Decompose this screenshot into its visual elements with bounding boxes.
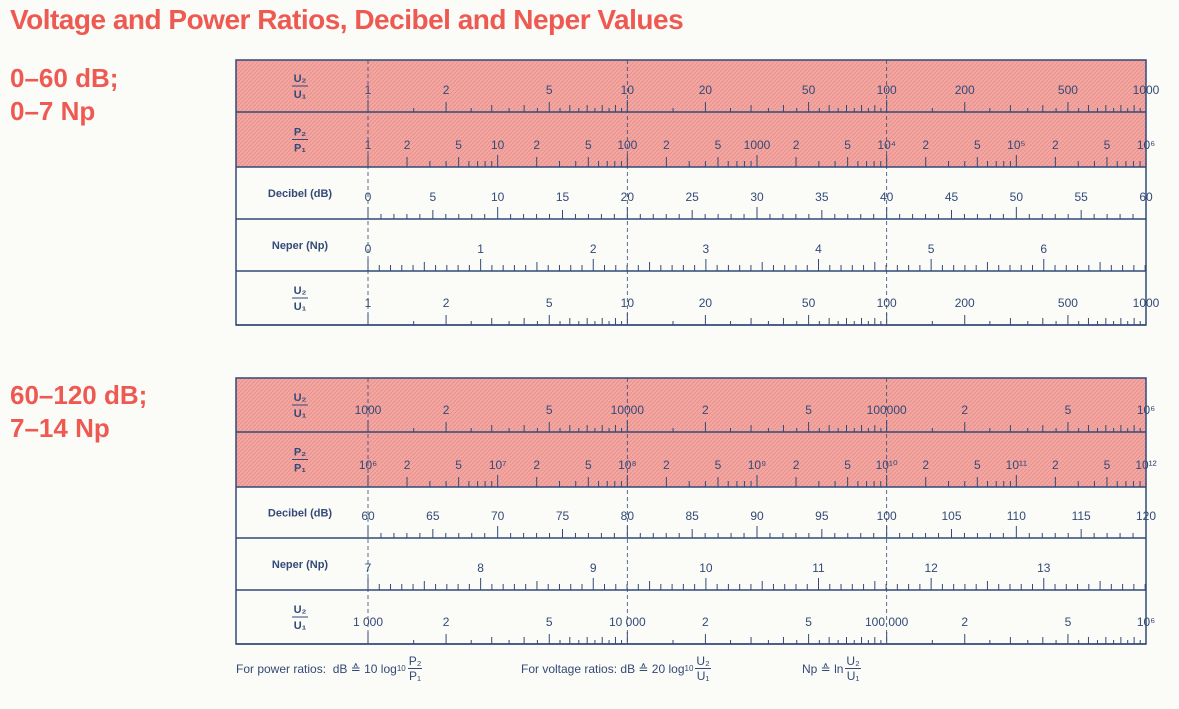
voltage-formula-prefix: For voltage ratios: [521,661,618,676]
scale-tick-label: 2 [403,458,411,472]
scale-tick-label: 5 [429,190,437,204]
scale-tick-label: 5 [455,458,462,472]
scale-tick-label: 4 [815,242,822,256]
scale-tick-label: 2 [442,403,450,417]
scale-tick-label: 1 [364,83,372,97]
scale-tick-label: 10⁷ [488,458,507,472]
scale-tick-label: 50 [801,83,816,97]
scale-tick-label: 2 [1052,138,1059,152]
scale-tick-label: 12 [924,561,938,575]
scale-tick-label: 11 [812,561,825,575]
scale-tick-label: 2 [702,615,709,629]
scale-tick-label: 2 [533,458,541,472]
row-label-numerator: U₂ [293,604,307,616]
scale-tick-label: 10 [490,138,505,152]
scale-tick-label: 10⁵ [1007,138,1026,152]
scale-tick-label: 500 [1057,83,1078,97]
power-formula-fraction [408,654,423,683]
scale-tick-label: 10⁹ [747,458,767,472]
section-heading-line-1: 60–120 dB; [10,380,148,410]
row-label-numerator: U₂ [293,285,307,297]
power-formula-log-base: 10 [396,664,406,673]
scale-tick-label: 115 [1071,509,1091,523]
scale-tick-label: 55 [1074,190,1088,204]
scale-tick-label: 5 [545,296,553,310]
scale-tick-label: 9 [589,561,597,575]
scale-tick-label: 25 [685,190,699,204]
scale-tick-label: 100 000 [864,615,909,629]
scale-section [236,60,1160,325]
page-title: Voltage and Power Ratios, Decibel and Neper Values [10,4,684,35]
scale-row-np [236,240,1146,271]
voltage-formula-expr: dB ≙ 20 log [620,661,685,676]
scale-row-db [236,188,1153,219]
scale-tick-label: 5 [545,403,553,417]
scale-tick-label: 3 [702,242,710,256]
scale-tick-label: 2 [922,138,930,152]
scale-tick-label: 5 [1103,458,1111,472]
scale-tick-label: 1 [364,138,372,152]
scale-tick-label: 1000 [1132,296,1160,310]
scale-tick-label: 10⁸ [618,458,637,472]
scale-tick-label: 2 [533,138,541,152]
scale-tick-label: 80 [620,509,635,523]
neper-formula-expr: Np ≙ ln [802,661,844,676]
neper-formula-fraction [845,654,860,683]
scale-tick-label: 5 [714,138,722,152]
scale-tick-label: 200 [954,83,975,97]
scale-tick-label: 20 [698,296,713,310]
scale-tick-label: 5 [545,83,553,97]
section-heading-line-2: 0–7 Np [10,96,96,126]
voltage-formula-log-base: 10 [684,664,694,673]
scale-tick-label: 20 [620,190,635,204]
scale-tick-label: 2 [702,403,709,417]
row-label-denominator: U₁ [293,301,307,313]
scale-tick-label: 75 [555,509,570,523]
scale-tick-label: 1000 [354,403,382,417]
scale-tick-label: 10000 [610,403,645,417]
scale-tick-label: 70 [490,509,505,523]
neper-formula [802,654,863,683]
scale-tick-label: 8 [477,561,484,575]
scale-tick-label: 1000 [1132,83,1160,97]
scale-tick-label: 95 [815,509,829,523]
scale-tick-label: 5 [927,242,935,256]
row-label: Decibel (dB) [267,507,333,520]
scale-tick-label: 10¹¹ [1005,458,1028,472]
scale-tick-label: 120 [1135,509,1157,523]
row-label: Decibel (dB) [267,188,333,200]
scale-tick-label: 10⁶ [358,458,378,472]
scale-tick-label: 5 [584,458,592,472]
scale-tick-label: 40 [879,190,894,204]
scale-tick-label: 50 [801,296,816,310]
scale-tick-label: 2 [922,458,930,472]
scale-row-np [236,559,1146,590]
scale-tick-label: 10⁶ [1136,615,1156,629]
scale-tick-label: 60 [361,509,375,523]
scale-tick-label: 10¹⁰ [875,458,898,472]
scale-tick-label: 2 [792,458,800,472]
section-heading-line-2: 7–14 Np [10,413,110,443]
scale-tick-label: 10 [699,561,713,575]
scale-tick-label: 100000 [866,403,907,417]
scale-tick-label: 100 [876,296,897,310]
scale-tick-label: 5 [714,458,722,472]
scale-tick-label: 2 [589,242,597,256]
power-ratio-formula [236,654,424,683]
neper-formula-numerator: U₂ [846,654,860,668]
scale-tick-label: 5 [805,403,812,417]
scale-tick-label: 30 [750,190,764,204]
scale-tick-label: 45 [944,190,959,204]
scale-tick-label: 2 [403,138,411,152]
voltage-ratio-formula [521,654,713,683]
scale-tick-label: 2 [961,615,969,629]
scale-tick-label: 2 [663,138,670,152]
scale-tick-label: 5 [844,458,851,472]
scale-tick-label: 100 [876,83,897,97]
scale-tick-label: 5 [1064,615,1072,629]
scale-section [236,378,1157,644]
voltage-formula-denominator: U₁ [696,669,710,683]
voltage-formula-fraction [695,654,710,683]
row-label: Neper (Np) [271,240,329,252]
scale-tick-label: 5 [1064,403,1072,417]
scale-tick-label: 6 [1040,242,1048,256]
scale-tick-label: 35 [815,190,829,204]
scale-tick-label: 5 [1103,138,1111,152]
scale-tick-label: 5 [545,615,553,629]
scale-tick-label: 100 [617,138,638,152]
scale-tick-label: 5 [973,458,981,472]
scale-tick-label: 200 [954,296,975,310]
scale-tick-label: 65 [426,509,440,523]
scale-tick-label: 100 [876,509,897,523]
scale-tick-label: 5 [584,138,592,152]
row-label-denominator: P₁ [294,462,306,475]
scale-tick-label: 105 [941,509,962,523]
row-label-numerator: U₂ [293,392,307,404]
scale-tick-label: 500 [1057,296,1078,310]
scale-tick-label: 2 [442,615,450,629]
power-formula-numerator: P₂ [408,654,422,668]
shaded-row-background [236,60,1146,112]
row-label-denominator: U₁ [293,408,307,420]
row-label: Neper (Np) [271,559,329,571]
scale-tick-label: 2 [961,403,969,417]
scale-tick-label: 10 [620,296,635,310]
scale-tick-label: 13 [1037,561,1051,575]
scale-tick-label: 5 [455,138,462,152]
scale-tick-label: 90 [750,509,764,523]
scale-tick-label: 1 [477,242,484,256]
scale-tick-label: 10¹² [1135,458,1157,472]
power-formula-prefix: For power ratios: [236,661,327,676]
scale-tick-label: 5 [973,138,981,152]
scale-tick-label: 2 [442,83,450,97]
power-formula-expr: dB ≙ 10 log [332,661,397,676]
scale-tick-label: 110 [1006,509,1026,523]
scale-tick-label: 85 [685,509,699,523]
scale-tick-label: 2 [663,458,670,472]
scale-tick-label: 10⁴ [877,138,896,152]
row-label-numerator: P₂ [293,446,307,459]
scale-tick-label: 15 [555,190,570,204]
scale-tick-label: 0 [364,242,372,256]
voltage-formula-numerator: U₂ [696,654,710,668]
row-label-denominator: U₁ [293,620,307,632]
scale-tick-label: 0 [364,190,372,204]
scale-tick-label: 5 [844,138,851,152]
neper-formula-denominator: U₁ [846,669,860,683]
scale-tick-label: 50 [1009,190,1024,204]
scale-tick-label: 7 [364,561,372,575]
row-label-denominator: P₁ [294,142,306,155]
scale-tick-label: 1 [364,296,372,310]
row-label-denominator: U₁ [293,89,307,101]
scale-tick-label: 20 [698,83,713,97]
scale-tick-label: 60 [1139,190,1153,204]
scale-tick-label: 10⁶ [1136,138,1156,152]
scale-tick-label: 10 [620,83,635,97]
scale-row-voltage [236,285,1160,325]
scale-tick-label: 5 [805,615,812,629]
scale-tick-label: 2 [792,138,800,152]
scale-row-db [236,508,1156,539]
power-formula-denominator: P₁ [409,669,422,683]
scale-tick-label: 10⁶ [1136,403,1156,417]
scale-tick-label: 10 [490,190,505,204]
scale-tick-label: 1000 [743,138,771,152]
row-label-numerator: U₂ [293,73,307,85]
scale-tick-label: 2 [1052,458,1059,472]
row-label-numerator: P₂ [293,126,307,139]
scale-row-voltage [236,604,1155,644]
scale-tick-label: 1 000 [352,615,384,629]
scale-tick-label: 10 000 [608,615,646,629]
section-heading-line-1: 0–60 dB; [10,63,119,93]
scale-tick-label: 2 [442,296,450,310]
